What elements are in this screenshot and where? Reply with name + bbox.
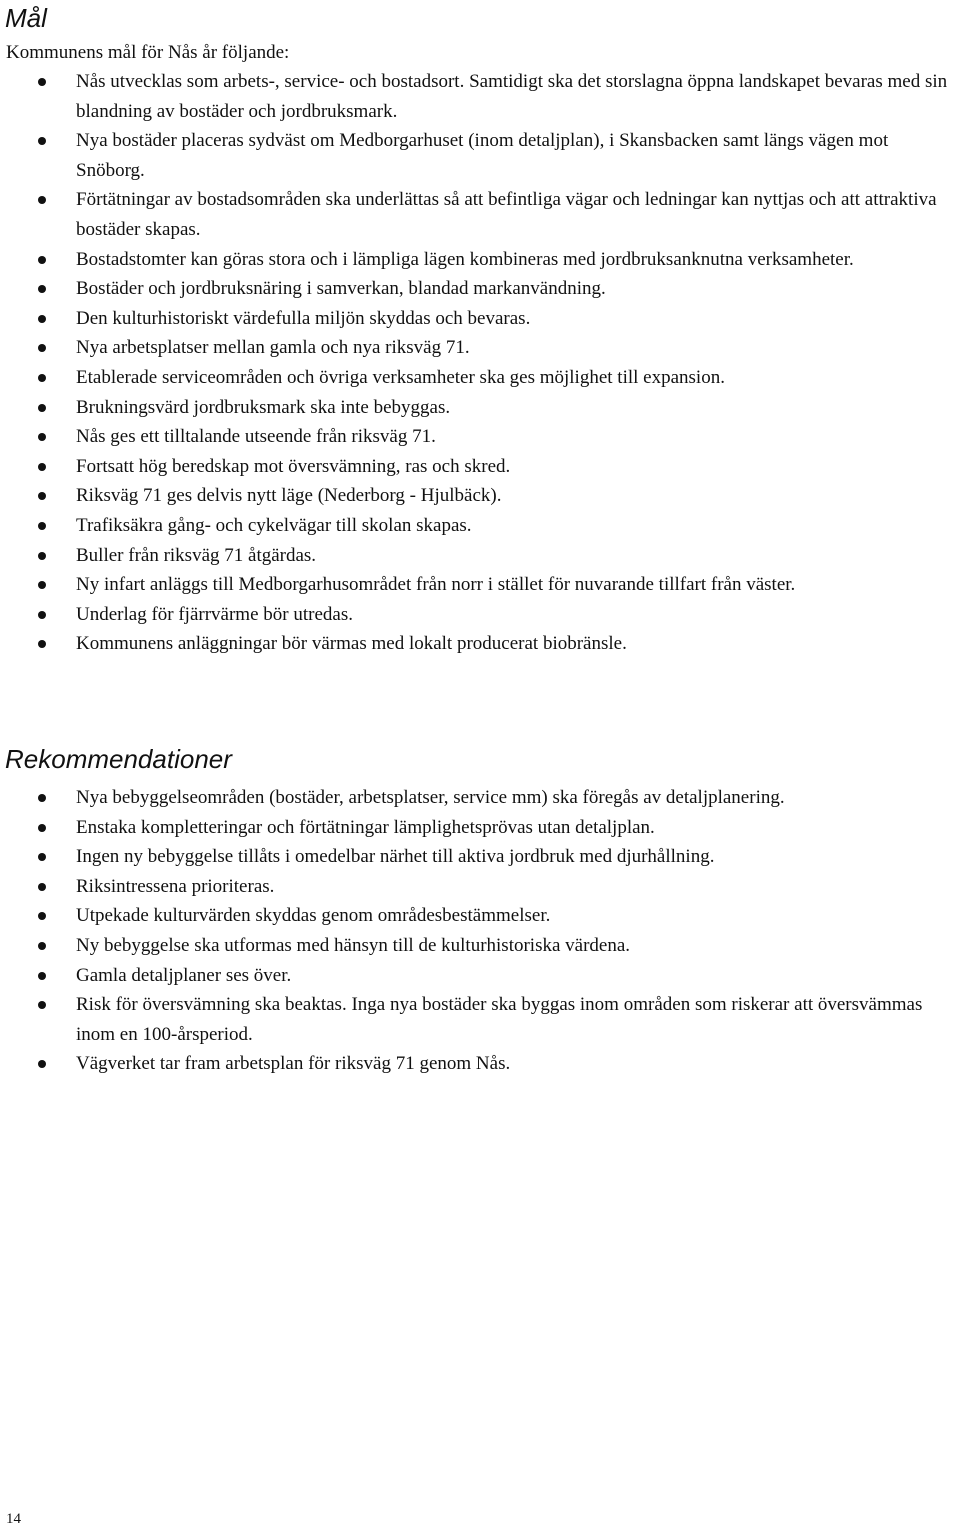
list-item [0,570,952,600]
list-item [0,126,952,185]
bullet-icon [38,1060,46,1068]
list-item-text: Buller från riksväg 71 åtgärdas. [76,544,317,566]
list-item [0,245,952,275]
list-item [0,783,952,813]
list-item [0,629,952,659]
list-item-text: Trafiksäkra gång- och cykelvägar till skolan skapas. [76,514,472,536]
list-item-text: Fortsatt hög beredskap mot översvämning, ras och skred. [76,455,511,477]
list-item-text: Enstaka kompletteringar och förtätningar lämplighetsprövas utan detaljplan. [76,816,655,838]
list-item-text: Nås ges ett tilltalande utseende från riksväg 71. [76,426,436,448]
list-item-text: Nya arbetsplatser mellan gamla och nya riksväg 71. [76,337,470,359]
list-item-text: Riksintressena prioriteras. [76,875,275,897]
bullet-icon [38,611,46,619]
list-item [0,422,952,452]
list-item-text: Vägverket tar fram arbetsplan för riksväg 71 genom Nås. [76,1053,511,1075]
bullet-icon [38,552,46,560]
list-item [0,961,952,991]
bullet-icon [38,315,46,323]
list-item-text: Risk för översvämning ska beaktas. Inga nya bostäder ska byggas inom områden som riskerar att översvämmas inom en 100-årsperiod. [76,994,923,1045]
list-item [0,185,952,244]
list-item [0,990,952,1049]
list-item-text: Ny infart anläggs till Medborgarhusområdet från norr i stället för nuvarande tillfart från väster. [76,574,796,596]
list-item [0,452,952,482]
bullet-icon [38,137,46,145]
list-item-text: Utpekade kulturvärden skyddas genom områdesbestämmelser. [76,905,551,927]
list-item [0,333,952,363]
bullet-icon [38,824,46,832]
list-item [0,363,952,393]
list-item [0,304,952,334]
bullet-icon [38,883,46,891]
list-item [0,393,952,423]
bullet-icon [38,374,46,382]
list-item-text: Bostadstomter kan göras stora och i lämpliga lägen kombineras med jordbruksanknutna verksamheter. [76,248,854,270]
list-item [0,872,952,902]
list-item [0,931,952,961]
bullet-icon [38,853,46,861]
bullet-icon [38,1001,46,1009]
bullet-icon [38,404,46,412]
list-item [0,1049,952,1079]
bullet-icon [38,344,46,352]
list-item [0,813,952,843]
bullet-icon [38,78,46,86]
bullet-icon [38,256,46,264]
list-item [0,600,952,630]
bullet-icon [38,492,46,500]
list-item [0,481,952,511]
list-item-text: Underlag för fjärrvärme bör utredas. [76,603,353,625]
list-item-text: Etablerade serviceområden och övriga verksamheter ska ges möjlighet till expansion. [76,366,725,388]
bullet-icon [38,581,46,589]
list-item-text: Gamla detaljplaner ses över. [76,964,292,986]
section-heading-rekommendationer: Rekommendationer [5,744,232,774]
list-item [0,541,952,571]
bullet-icon [38,433,46,441]
list-item-text: Förtätningar av bostadsområden ska underlättas så att befintliga vägar och ledningar kan nyttjas och att attraktiva bostäder skapas. [76,189,937,240]
bullet-icon [38,522,46,530]
bullet-icon [38,196,46,204]
list-item [0,67,952,126]
intro-text: Kommunens mål för Nås år följande: [6,42,290,63]
list-item-text: Riksväg 71 ges delvis nytt läge (Nederborg - Hjulbäck). [76,485,502,507]
list-item [0,274,952,304]
bullet-icon [38,942,46,950]
bullet-icon [38,972,46,980]
bullet-icon [38,640,46,648]
recommendations-list [0,783,952,1079]
list-item-text: Nya bebyggelseområden (bostäder, arbetsplatser, service mm) ska föregås av detaljplanering. [76,787,785,808]
list-item-text: Brukningsvärd jordbruksmark ska inte bebyggas. [76,396,451,418]
list-item [0,842,952,872]
list-item-text: Den kulturhistoriskt värdefulla miljön skyddas och bevaras. [76,307,531,329]
list-item-text: Nya bostäder placeras sydväst om Medborgarhuset (inom detaljplan), i Skansbacken samt längs vägen mot Snöborg. [76,130,889,181]
list-item-text: Kommunens anläggningar bör värmas med lokalt producerat biobränsle. [76,633,627,655]
page-number: 14 [6,1511,21,1527]
list-item [0,901,952,931]
bullet-icon [38,285,46,293]
list-item-text: Bostäder och jordbruksnäring i samverkan, blandad markanvändning. [76,278,606,300]
section-heading-mal: Mål [5,3,47,33]
list-item-text: Ingen ny bebyggelse tillåts i omedelbar närhet till aktiva jordbruk med djurhållning. [76,846,715,868]
list-item-text: Ny bebyggelse ska utformas med hänsyn till de kulturhistoriska värdena. [76,934,631,956]
bullet-icon [38,463,46,471]
bullet-icon [38,794,46,802]
bullet-icon [38,912,46,920]
goals-list [0,67,952,659]
list-item-text: Nås utvecklas som arbets-, service- och bostadsort. Samtidigt ska det storslagna öppna landskapet bevaras med sin blandning av bostäder och jordbruksmark. [76,71,948,122]
list-item [0,511,952,541]
